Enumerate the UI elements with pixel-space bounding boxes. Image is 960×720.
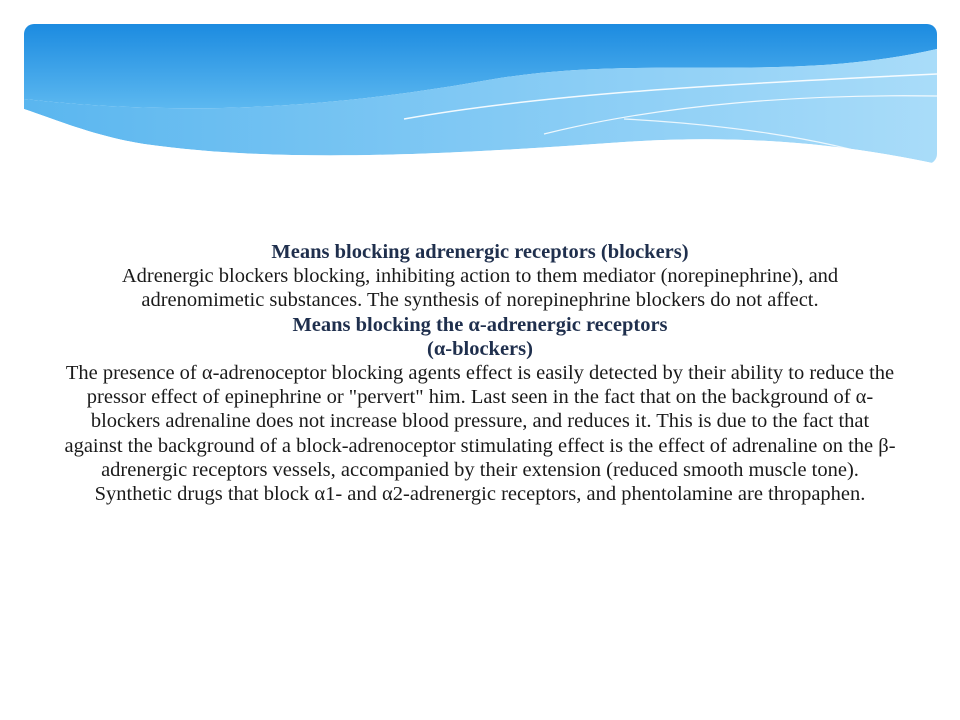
- paragraph-blockers-definition: Adrenergic blockers blocking, inhibiting action to them mediator (norepinephrine), and adrenomimetic substances. The synthesis of norepinephrine blockers do not affect.: [121, 265, 839, 312]
- heading-adrenergic-blockers: Means blocking adrenergic receptors (blockers): [271, 241, 689, 263]
- header-wave-banner: [24, 24, 937, 164]
- slide-body: [60, 240, 900, 506]
- heading-alpha-blockers: Means blocking the α-adrenergic receptors: [292, 313, 668, 336]
- paragraph-alpha-blockers: The presence of α-adrenoceptor blocking agents effect is easily detected by their ability to reduce the pressor effect of epinephrine or "pervert" him. Last seen in the fact that on the background of α-blockers adrenaline does not increase blood pressure, and reduces it. This is due to the fact that against the background of a block-adrenoceptor stimulating effect is the effect of adrenaline on the β-adrenergic receptors vessels, accompanied by their extension (reduced smooth muscle tone). Synthetic drugs that block α1- and α2-adrenergic receptors, and phentolamine are thropaphen.: [64, 362, 896, 506]
- heading-alpha-blockers-sub: (α-blockers): [427, 337, 533, 360]
